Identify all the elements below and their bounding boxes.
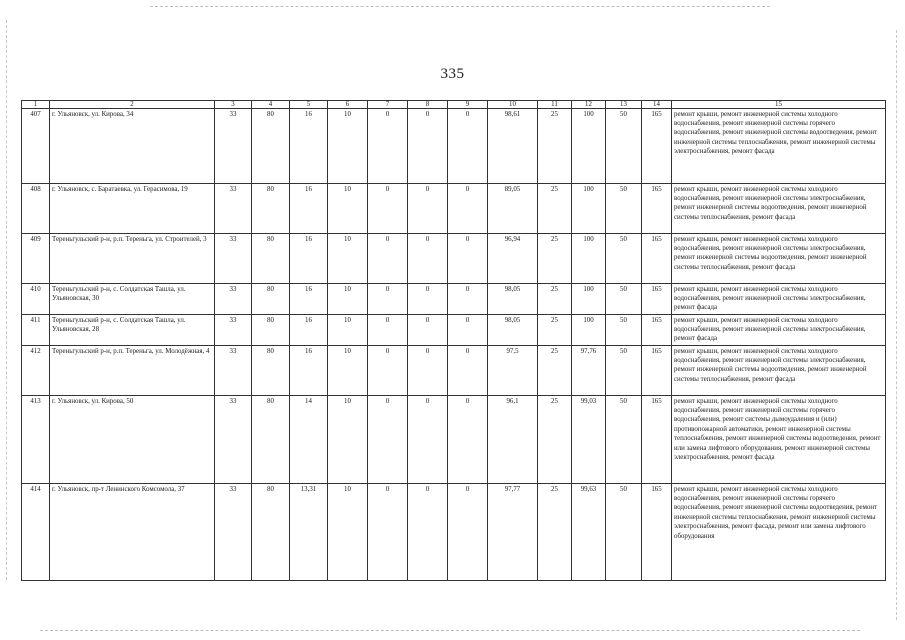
column-header: 13 [606,101,642,109]
table-row [22,346,886,396]
page-number: 335 [440,66,465,82]
value-cell: 100 [572,234,606,284]
value-cell: 0 [408,396,448,484]
value-cell: 0 [368,484,408,581]
value-cell: 96,1 [488,396,538,484]
column-header: 5 [290,101,328,109]
value-cell: 0 [408,346,448,396]
value-cell: 100 [572,109,606,184]
value-cell: 165 [642,284,672,315]
value-cell: 80 [252,484,290,581]
value-cell: 25 [538,315,572,346]
value-cell: 25 [538,234,572,284]
value-cell: 0 [448,315,488,346]
header-row [22,101,886,109]
works-cell: ремонт крыши, ремонт инженерной системы холодного водоснабжения, ремонт инженерной системы горячего водоснабжения, ремонт инженерной системы водоотведения, ремонт инженерной системы теплоснабжения, ремонт инженерной системы электроснабжения, ремонт фасада, ремонт или замена лифтового оборудования [672,484,886,581]
value-cell: 0 [368,346,408,396]
value-cell: 50 [606,396,642,484]
value-cell: 80 [252,234,290,284]
value-cell: 16 [290,284,328,315]
value-cell: 16 [290,346,328,396]
works-cell: ремонт крыши, ремонт инженерной системы холодного водоснабжения, ремонт инженерной системы электроснабжения, ремонт фасада [672,315,886,346]
value-cell: 16 [290,184,328,234]
value-cell: 89,05 [488,184,538,234]
value-cell: 98,05 [488,315,538,346]
value-cell: 16 [290,315,328,346]
value-cell: 10 [328,109,368,184]
value-cell: 33 [215,109,252,184]
value-cell: 33 [215,184,252,234]
table-row [22,315,886,346]
value-cell: 0 [408,234,448,284]
value-cell: 165 [642,184,672,234]
value-cell: 0 [448,284,488,315]
value-cell: 80 [252,284,290,315]
column-header: 1 [22,101,50,109]
value-cell: 165 [642,315,672,346]
value-cell: 0 [448,234,488,284]
scan-edge-bottom [40,630,860,631]
address-cell: г. Ульяновск, с. Баратаевка, ул. Герасимова, 19 [50,184,215,234]
works-cell: ремонт крыши, ремонт инженерной системы холодного водоснабжения, ремонт инженерной системы горячего водоснабжения, ремонт системы дымоудаления и (или) противопожарной автоматики, ремонт инженерной системы теплоснабжения, ремонт инженерной системы водоотведения, ремонт или замена лифтового оборудования, ремонт инженерной системы электроснабжения, ремонт фасада [672,396,886,484]
value-cell: 25 [538,109,572,184]
value-cell: 50 [606,315,642,346]
value-cell: 0 [408,315,448,346]
value-cell: 165 [642,109,672,184]
column-header: 7 [368,101,408,109]
scan-edge-right [896,30,897,620]
value-cell: 33 [215,346,252,396]
column-header: 6 [328,101,368,109]
column-header: 9 [448,101,488,109]
scan-edge-top [150,6,770,7]
value-cell: 100 [572,284,606,315]
value-cell: 10 [328,396,368,484]
value-cell: 0 [448,396,488,484]
column-header: 10 [488,101,538,109]
value-cell: 10 [328,284,368,315]
value-cell: 25 [538,484,572,581]
column-header: 14 [642,101,672,109]
table-row [22,184,886,234]
value-cell: 50 [606,234,642,284]
table-row [22,396,886,484]
repair-table [21,100,886,581]
column-header: 12 [572,101,606,109]
value-cell: 0 [448,346,488,396]
value-cell: 97,5 [488,346,538,396]
value-cell: 0 [408,184,448,234]
value-cell: 10 [328,315,368,346]
value-cell: 0 [408,109,448,184]
table-row [22,109,886,184]
address-cell: Тереньгульский р-н, с. Солдатская Ташла, ул. Ульяновская, 28 [50,315,215,346]
value-cell: 97,76 [572,346,606,396]
value-cell: 0 [448,109,488,184]
value-cell: 97,77 [488,484,538,581]
value-cell: 0 [448,484,488,581]
row-number: 414 [22,484,50,581]
works-cell: ремонт крыши, ремонт инженерной системы холодного водоснабжения, ремонт инженерной системы электроснабжения, ремонт инженерной системы водоотведения, ремонт инженерной системы теплоснабжения, ремонт фасада [672,346,886,396]
address-cell: Тереньгульский р-н, р.п. Тереньга, ул. Молодёжная, 4 [50,346,215,396]
value-cell: 50 [606,184,642,234]
column-header: 11 [538,101,572,109]
value-cell: 50 [606,346,642,396]
value-cell: 0 [408,484,448,581]
address-cell: г. Ульяновск, пр-т Ленинского Комсомола, 37 [50,484,215,581]
value-cell: 100 [572,315,606,346]
address-cell: Тереньгульский р-н, с. Солдатская Ташла, ул. Ульяновская, 30 [50,284,215,315]
column-header: 8 [408,101,448,109]
value-cell: 80 [252,315,290,346]
value-cell: 0 [368,184,408,234]
value-cell: 16 [290,109,328,184]
value-cell: 0 [368,109,408,184]
value-cell: 10 [328,184,368,234]
value-cell: 10 [328,346,368,396]
row-number: 409 [22,234,50,284]
value-cell: 33 [215,284,252,315]
value-cell: 165 [642,346,672,396]
column-header: 4 [252,101,290,109]
address-cell: г. Ульяновск, ул. Кирова, 50 [50,396,215,484]
value-cell: 50 [606,109,642,184]
works-cell: ремонт крыши, ремонт инженерной системы холодного водоснабжения, ремонт инженерной системы электроснабжения, ремонт инженерной системы водоотведения, ремонт инженерной системы теплоснабжения, ремонт фасада [672,234,886,284]
column-header: 15 [672,101,886,109]
works-cell: ремонт крыши, ремонт инженерной системы холодного водоснабжения, ремонт инженерной системы горячего водоснабжения, ремонт инженерной системы водоотведения, ремонт инженерной системы теплоснабжения, ремонт инженерной системы электроснабжения, ремонт фасада [672,109,886,184]
works-cell: ремонт крыши, ремонт инженерной системы холодного водоснабжения, ремонт инженерной системы электроснабжения, ремонт фасада [672,284,886,315]
value-cell: 50 [606,284,642,315]
scan-edge-left [6,20,7,580]
value-cell: 33 [215,396,252,484]
value-cell: 16 [290,234,328,284]
value-cell: 80 [252,346,290,396]
table-row [22,234,886,284]
value-cell: 13,31 [290,484,328,581]
row-number: 407 [22,109,50,184]
column-header: 2 [50,101,215,109]
value-cell: 25 [538,184,572,234]
value-cell: 0 [368,284,408,315]
value-cell: 33 [215,315,252,346]
table-row [22,484,886,581]
value-cell: 0 [368,396,408,484]
value-cell: 10 [328,484,368,581]
value-cell: 165 [642,484,672,581]
value-cell: 33 [215,484,252,581]
value-cell: 50 [606,484,642,581]
value-cell: 33 [215,234,252,284]
value-cell: 165 [642,234,672,284]
value-cell: 0 [408,284,448,315]
row-number: 408 [22,184,50,234]
row-number: 410 [22,284,50,315]
row-number: 412 [22,346,50,396]
value-cell: 99,63 [572,484,606,581]
value-cell: 0 [448,184,488,234]
column-header: 3 [215,101,252,109]
value-cell: 80 [252,396,290,484]
value-cell: 96,94 [488,234,538,284]
value-cell: 0 [368,234,408,284]
value-cell: 25 [538,284,572,315]
value-cell: 98,61 [488,109,538,184]
address-cell: Тереньгульский р-н, р.п. Тереньга, ул. Строителей, 3 [50,234,215,284]
row-number: 411 [22,315,50,346]
value-cell: 80 [252,184,290,234]
value-cell: 98,05 [488,284,538,315]
value-cell: 14 [290,396,328,484]
value-cell: 25 [538,396,572,484]
value-cell: 165 [642,396,672,484]
value-cell: 80 [252,109,290,184]
value-cell: 0 [368,315,408,346]
value-cell: 25 [538,346,572,396]
works-cell: ремонт крыши, ремонт инженерной системы холодного водоснабжения, ремонт инженерной системы электроснабжения, ремонт инженерной системы водоотведения, ремонт инженерной системы теплоснабжения, ремонт фасада [672,184,886,234]
value-cell: 100 [572,184,606,234]
table-row [22,284,886,315]
address-cell: г. Ульяновск, ул. Кирова, 34 [50,109,215,184]
row-number: 413 [22,396,50,484]
value-cell: 99,03 [572,396,606,484]
value-cell: 10 [328,234,368,284]
